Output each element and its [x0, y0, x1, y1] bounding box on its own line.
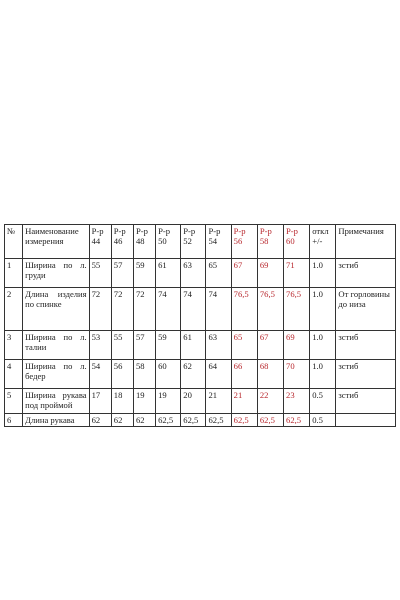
size-value: 69: [257, 259, 283, 288]
size-value: 59: [156, 331, 181, 360]
size-value: 76,5: [284, 288, 310, 331]
tolerance-value: 1.0: [310, 288, 336, 331]
size-value: 17: [89, 389, 111, 414]
header-tolerance: откл +/-: [310, 225, 336, 259]
size-value: 57: [111, 259, 133, 288]
tolerance-value: 1.0: [310, 259, 336, 288]
note-value: зстиб: [336, 389, 396, 414]
size-value: 20: [181, 389, 206, 414]
size-value: 19: [156, 389, 181, 414]
size-value: 62,5: [231, 414, 257, 427]
size-value: 60: [156, 360, 181, 389]
measurement-name: Ширина рукава под проймой: [23, 389, 90, 414]
row-number: 3: [5, 331, 23, 360]
size-value: 62,5: [206, 414, 231, 427]
size-value: 55: [89, 259, 111, 288]
size-value: 65: [231, 331, 257, 360]
table-row: [5, 288, 396, 331]
size-value: 66: [231, 360, 257, 389]
measurement-name: Ширина по л. талии: [23, 331, 90, 360]
size-value: 58: [133, 360, 155, 389]
header-size-44: Р-р 44: [89, 225, 111, 259]
note-value: [336, 414, 396, 427]
size-value: 62: [181, 360, 206, 389]
row-number: 6: [5, 414, 23, 427]
table-row: [5, 331, 396, 360]
header-size-60: Р-р 60: [284, 225, 310, 259]
size-value: 62: [111, 414, 133, 427]
size-value: 54: [89, 360, 111, 389]
size-value: 22: [257, 389, 283, 414]
size-value: 62,5: [257, 414, 283, 427]
size-value: 18: [111, 389, 133, 414]
size-value: 19: [133, 389, 155, 414]
tolerance-value: 1.0: [310, 331, 336, 360]
table-row: [5, 389, 396, 414]
size-value: 72: [133, 288, 155, 331]
size-value: 63: [206, 331, 231, 360]
size-value: 71: [284, 259, 310, 288]
size-value: 62,5: [156, 414, 181, 427]
size-measurement-table: [4, 224, 396, 427]
size-value: 59: [133, 259, 155, 288]
size-value: 55: [111, 331, 133, 360]
header-size-54: Р-р 54: [206, 225, 231, 259]
size-value: 61: [181, 331, 206, 360]
size-value: 74: [206, 288, 231, 331]
size-value: 74: [156, 288, 181, 331]
measurement-name: Ширина по л. груди: [23, 259, 90, 288]
measurement-name: Длина изделия по спинке: [23, 288, 90, 331]
header-size-52: Р-р 52: [181, 225, 206, 259]
header-size-56: Р-р 56: [231, 225, 257, 259]
row-number: 4: [5, 360, 23, 389]
size-value: 57: [133, 331, 155, 360]
table-row: [5, 360, 396, 389]
size-value: 63: [181, 259, 206, 288]
size-value: 53: [89, 331, 111, 360]
size-value: 21: [206, 389, 231, 414]
row-number: 5: [5, 389, 23, 414]
size-value: 69: [284, 331, 310, 360]
size-value: 72: [111, 288, 133, 331]
table-row: [5, 414, 396, 427]
size-value: 23: [284, 389, 310, 414]
tolerance-value: 0.5: [310, 414, 336, 427]
header-size-46: Р-р 46: [111, 225, 133, 259]
measurement-name: Ширина по л. бедер: [23, 360, 90, 389]
size-value: 62,5: [284, 414, 310, 427]
measurement-sheet: [4, 224, 396, 427]
size-value: 61: [156, 259, 181, 288]
size-value: 76,5: [257, 288, 283, 331]
size-value: 65: [206, 259, 231, 288]
size-value: 56: [111, 360, 133, 389]
size-value: 74: [181, 288, 206, 331]
header-size-50: Р-р 50: [156, 225, 181, 259]
header-notes: Примечания: [336, 225, 396, 259]
note-value: От горловины до низа: [336, 288, 396, 331]
tolerance-value: 0.5: [310, 389, 336, 414]
size-value: 21: [231, 389, 257, 414]
size-value: 76,5: [231, 288, 257, 331]
header-size-58: Р-р 58: [257, 225, 283, 259]
note-value: зстиб: [336, 331, 396, 360]
table-header-row: [5, 225, 396, 259]
size-value: 67: [257, 331, 283, 360]
row-number: 1: [5, 259, 23, 288]
row-number: 2: [5, 288, 23, 331]
size-value: 70: [284, 360, 310, 389]
size-value: 62: [89, 414, 111, 427]
size-value: 72: [89, 288, 111, 331]
table-row: [5, 259, 396, 288]
note-value: зстиб: [336, 360, 396, 389]
size-value: 64: [206, 360, 231, 389]
size-value: 62,5: [181, 414, 206, 427]
header-size-48: Р-р 48: [133, 225, 155, 259]
tolerance-value: 1.0: [310, 360, 336, 389]
header-measurement-name: Наименование измерения: [23, 225, 90, 259]
note-value: зстиб: [336, 259, 396, 288]
size-value: 62: [133, 414, 155, 427]
size-value: 67: [231, 259, 257, 288]
header-number: №: [5, 225, 23, 259]
size-value: 68: [257, 360, 283, 389]
measurement-name: Длина рукава: [23, 414, 90, 427]
